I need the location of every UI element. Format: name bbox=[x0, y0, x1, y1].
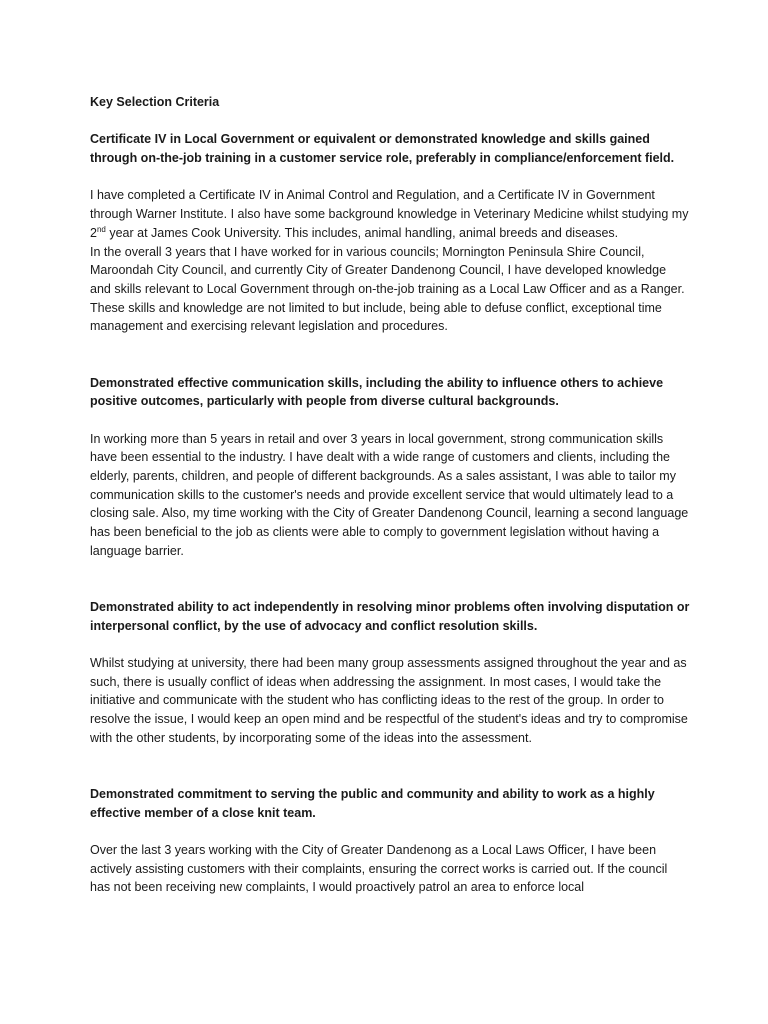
criterion-heading-1: Certificate IV in Local Government or equivalent or demonstrated knowledge and skills gained through on-the-job training in a customer service role, preferably in compliance/enforcement field. bbox=[90, 132, 675, 166]
section-spacer bbox=[90, 561, 690, 598]
section-spacer bbox=[90, 748, 690, 785]
ordinal-superscript: nd bbox=[96, 224, 106, 234]
criterion-1-paragraph-2: In the overall 3 years that I have worked for in various councils; Mornington Peninsula Shire Council, Maroondah City Council, and currently City of Greater Dandenong Council, I have developed knowledge and skills relevant to Local Government through on-the-job training as a Local Law Officer and as a Ranger. These skills and knowledge are not limited to but include, being able to defuse conflict, exceptional time management and exercising relevant legislation and procedures. bbox=[90, 244, 685, 334]
criterion-heading-2: Demonstrated effective communication skills, including the ability to influence others to achieve positive outcomes, particularly with people from diverse cultural backgrounds. bbox=[90, 375, 664, 409]
criterion-heading-3: Demonstrated ability to act independently in resolving minor problems often involving disputation or interpersonal conflict, by the use of advocacy and conflict resolution skills. bbox=[90, 599, 690, 633]
criterion-3-paragraph: Whilst studying at university, there had been many group assessments assigned throughout the year and as such, there is usually conflict of ideas when addressing the assignment. In most cases, I would take the initiative and communicate with the student who has conflicting ideas to the rest of the group. In order to resolve the issue, I would keep an open mind and be respectful of the student's ideas and try to compromise with the other students, by incorporating some of the ideas into the assessment. bbox=[90, 656, 688, 745]
criterion-4-paragraph: Over the last 3 years working with the City of Greater Dandenong as a Local Laws Officer, I have been actively assisting customers with their complaints, ensuring the correct works is carried out. If the council has not been receiving new complaints, I would proactively patrol an area to enforce local bbox=[90, 843, 668, 895]
criterion-heading-4: Demonstrated commitment to serving the public and community and ability to work as a highly effective member of a close knit team. bbox=[90, 786, 655, 820]
criterion-1-paragraph-1 bbox=[90, 186, 690, 242]
criterion-2-paragraph: In working more than 5 years in retail and over 3 years in local government, strong communication skills have been essential to the industry. I have dealt with a wide range of customers and clients, including the elderly, parents, children, and people of different backgrounds. As a sales assistant, I was able to tailor my communication skills to the customer's needs and provide excellent service that would ultimately lead to a closing sale. Also, my time working with the City of Greater Dandenong Council, learning a second language has been beneficial to the job as clients were able to comply to government legislation without having a language barrier. bbox=[90, 431, 689, 558]
document-page bbox=[90, 93, 690, 897]
section-spacer bbox=[90, 336, 690, 373]
paragraph-text: I have completed a Certificate IV in Animal Control and Regulation, and a Certificate IV in Government through Warner Institute. I also have some background knowledge in Veterinary Medicine whilst studying my 2 bbox=[90, 188, 689, 240]
paragraph-text: year at James Cook University. This includes, animal handling, animal breeds and diseases. bbox=[105, 225, 619, 240]
document-title: Key Selection Criteria bbox=[90, 95, 220, 109]
